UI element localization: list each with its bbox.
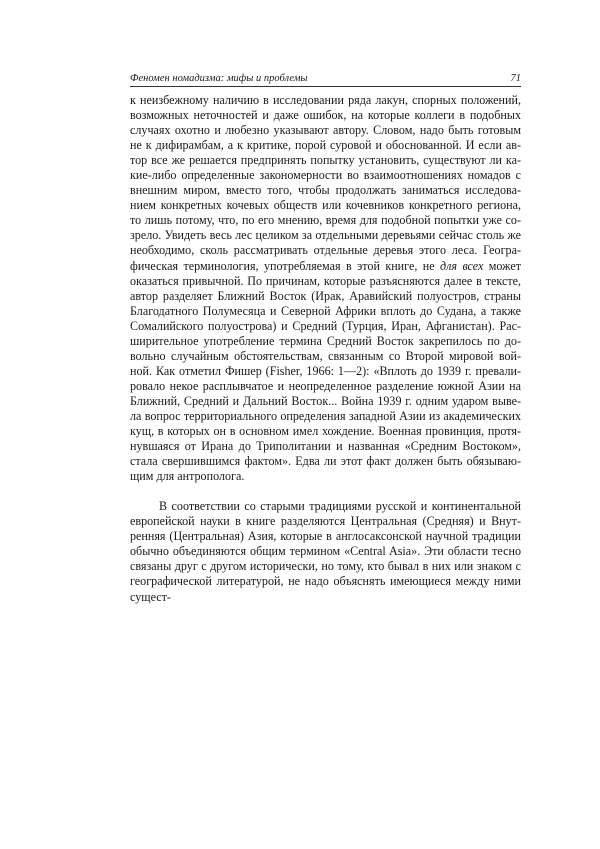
text-line: случаях охотно и любезно указывают автору. Словом, надо быть готовым	[130, 123, 521, 138]
text-line: внешним миром, вместо того, чтобы продолжать заниматься исследова-	[130, 183, 521, 198]
text-line-with-emphasis	[130, 259, 521, 274]
text-line: ширительное употребление термина Средний Восток закрепилось по до-	[130, 333, 521, 348]
text-line: необходимо, сколь рассматривать отдельные деревья этого леса. Геогра-	[130, 243, 521, 258]
text-line: географической литературой, не надо объяснять имеющиеся между ними	[130, 574, 521, 589]
text-line: кие-либо определенные закономерности во взаимоотношениях номадов с	[130, 168, 521, 183]
text-line: кущ, в которых он в основном имел хождение. Военная провинция, протя-	[130, 424, 521, 439]
text-line: ной. Как отметил Фишер (Fisher, 1966: 1—2): «Вплоть до 1939 г. превали-	[130, 363, 521, 378]
text-line: нием конкретных кочевых обществ или кочевников конкретного региона,	[130, 198, 521, 213]
body-text	[130, 93, 521, 605]
page-number: 71	[510, 73, 521, 84]
text-line: нувшаяся от Ирана до Триполитании и названная «Средним Востоком»,	[130, 439, 521, 454]
text-line: связаны друг с другом исторически, но тому, кто бывал в них или знаком с	[130, 559, 521, 574]
text-line: тор все же решается предпринять попытку установить, существуют ли ка-	[130, 153, 521, 168]
text-segment: фическая терминология, употребляемая в этой книге, не	[130, 258, 441, 273]
paragraph-1	[130, 93, 521, 484]
running-header	[130, 72, 521, 86]
paragraph-gap	[130, 484, 521, 499]
running-header-title: Феномен номадизма: мифы и проблемы	[130, 73, 308, 84]
text-line: В соответствии со старыми традициями русской и континентальной	[159, 499, 521, 514]
text-line: сущест-	[130, 589, 171, 604]
text-line: вольно случайным обстоятельствам, связанным со Второй мировой вой-	[130, 348, 521, 363]
text-line: ровало некое расплывчатое и неопределенное разделение южной Азии на	[130, 378, 521, 393]
text-line: ла вопрос территориального определения западной Азии из академических	[130, 408, 521, 423]
text-segment: может	[483, 258, 521, 273]
text-line: не к дифирамбам, а к критике, порой суровой и обоснованной. И если ав-	[130, 138, 521, 153]
emphasized-text: для всех	[440, 258, 484, 273]
text-line: стала свершившимся фактом». Едва ли этот факт должен быть обязываю-	[130, 454, 521, 469]
text-line: обычно объединяются общим термином «Central Asia». Эти области тесно	[130, 544, 521, 559]
text-line: Ближний, Средний и Дальний Восток... Война 1939 г. одним ударом выве-	[130, 393, 521, 408]
text-line: Сомалийского полуострова) и Средний (Турция, Иран, Афганистан). Рас-	[130, 318, 521, 333]
paragraph-2	[130, 499, 521, 604]
text-line: возможных неточностей и даже ошибок, на которые коллеги в подобных	[130, 108, 521, 123]
text-line: зрело. Увидеть весь лес целиком за отдельными деревьями сейчас столь же	[130, 228, 521, 243]
text-line: Благодатного Полумесяца и Северной Африки вплоть до Судана, а также	[130, 303, 521, 318]
text-line: щим для антрополога.	[130, 469, 245, 484]
text-line: к неизбежному наличию в исследовании ряда лакун, спорных положений,	[130, 93, 521, 107]
text-line: автор разделяет Ближний Восток (Ирак, Аравийский полуостров, страны	[130, 288, 521, 303]
text-line: оказаться привычной. По причинам, которые разъясняются далее в тексте,	[130, 273, 521, 288]
text-line: ренняя (Центральная) Азия, которые в англосаксонской научной традиции	[130, 529, 521, 544]
text-line: европейской науки в книге разделяются Центральная (Средняя) и Внут-	[130, 514, 521, 529]
text-line: то лишь потому, что, по его мнению, время для подобной попытки уже со-	[130, 213, 521, 228]
header-rule	[130, 86, 521, 87]
